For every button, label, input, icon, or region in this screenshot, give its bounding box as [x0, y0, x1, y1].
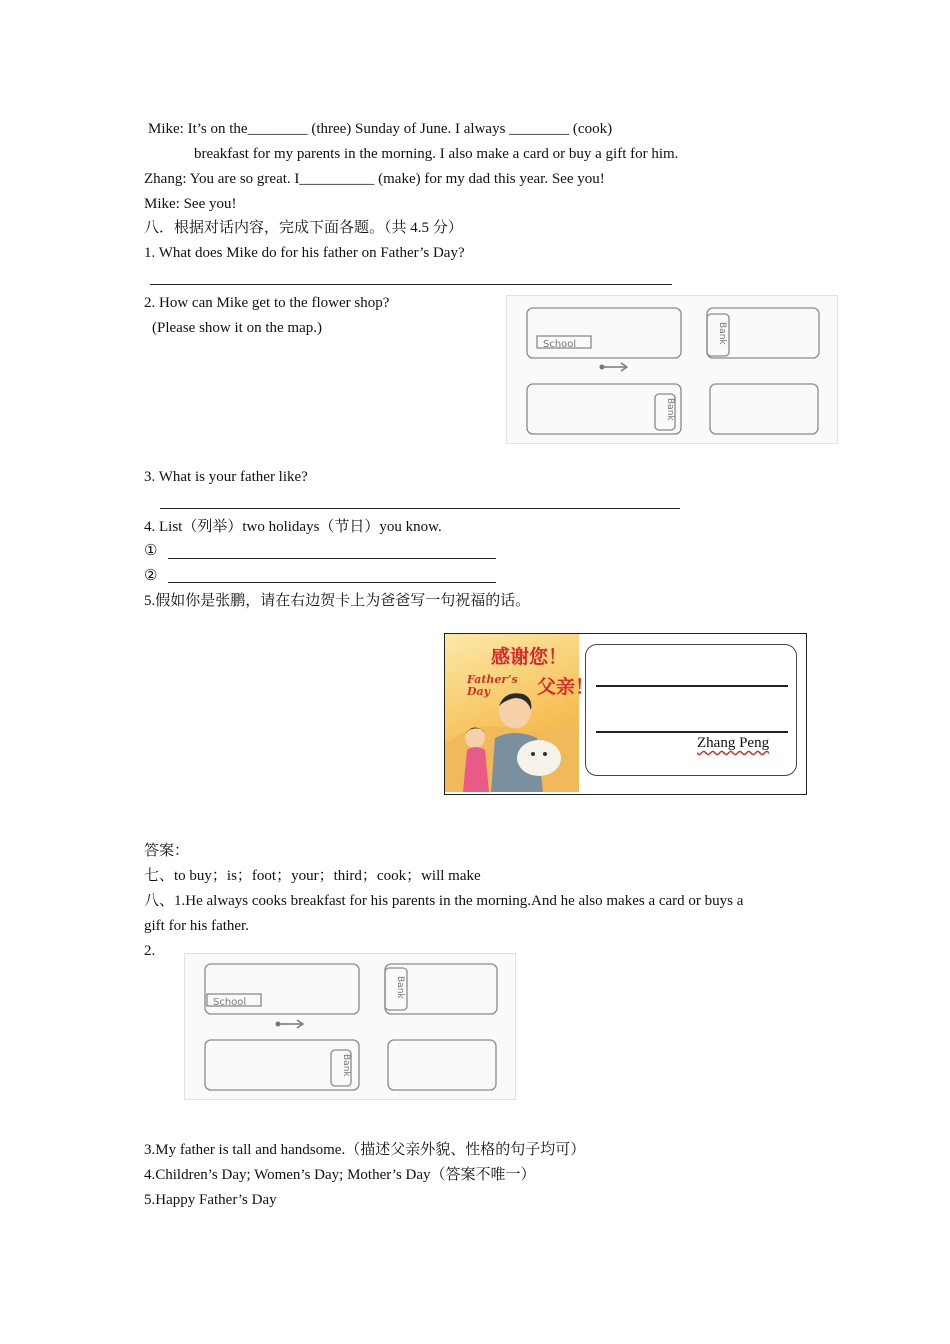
card-writing-area[interactable]	[585, 644, 797, 776]
street-map-question[interactable]	[506, 295, 838, 444]
answer-map-label-bank-top: Bank	[395, 976, 405, 999]
answer-8-2: 2.	[144, 943, 156, 959]
question-5: 5.假如你是张鹏，请在右边贺卡上为爸爸写一句祝福的话。	[144, 593, 531, 609]
street-map-answer-drawing	[185, 954, 515, 1099]
answer-map-label-school: School	[213, 997, 247, 1008]
answer-8-3: 3.My father is tall and handsome.（描述父亲外貌、性格的句子均可）	[144, 1142, 586, 1158]
card-illustration	[445, 634, 595, 792]
answers-heading: 答案：	[144, 843, 190, 859]
street-map-answer	[184, 953, 516, 1100]
card-title-cn-2: 父亲！	[537, 676, 595, 698]
answer-8-5: 5.Happy Father’s Day	[144, 1192, 277, 1208]
card-title-cn: 感谢您！	[491, 646, 568, 668]
answer-section-7: 七、to buy；is；foot；your；third；cook；will make	[144, 868, 481, 884]
question-1: 1. What does Mike do for his father on Father’s Day?	[144, 245, 465, 261]
answer-8-1-line-1: 八、1.He always cooks breakfast for his parents in the morning.And he also makes a card or buys a	[144, 893, 744, 909]
question-2-note: (Please show it on the map.)	[152, 320, 322, 336]
section-8-heading: 八．根据对话内容，完成下面各题。（共 4.5 分）	[144, 220, 463, 236]
answer-line-q4-1[interactable]	[168, 558, 496, 559]
answer-8-4: 4.Children’s Day; Women’s Day; Mother’s Day（答案不唯一）	[144, 1167, 536, 1183]
answer-8-1-line-2: gift for his father.	[144, 918, 249, 934]
question-4-mark-1: ①	[144, 543, 158, 559]
dialogue-mike-line-1: Mike: It’s on the________ (three) Sunday of June. I always ________ (cook)	[148, 121, 613, 137]
card-signature: Zhang Peng	[697, 735, 770, 751]
question-4-mark-2: ②	[144, 568, 158, 584]
map-label-school: School	[543, 339, 577, 350]
card-title-en-1: Father’s	[467, 673, 518, 686]
dialogue-mike-line-3: Mike: See you!	[144, 196, 237, 212]
father-daughter-illustration	[445, 634, 579, 792]
map-label-bank-bottom: Bank	[665, 398, 675, 421]
dialogue-mike-line-2: breakfast for my parents in the morning. I also make a card or buy a gift for him.	[194, 146, 679, 162]
answer-map-arrow	[276, 1020, 304, 1028]
card-line-2[interactable]	[596, 731, 788, 733]
greeting-card	[444, 633, 807, 795]
map-label-bank-top: Bank	[717, 322, 727, 345]
question-3: 3. What is your father like?	[144, 469, 308, 485]
street-map-drawing	[507, 296, 837, 443]
question-2: 2. How can Mike get to the flower shop?	[144, 295, 390, 311]
answer-line-q3[interactable]	[160, 508, 680, 509]
answer-line-q1[interactable]	[150, 284, 672, 285]
answer-line-q4-2[interactable]	[168, 582, 496, 583]
card-title-en-2: Day	[467, 685, 491, 698]
map-arrow	[600, 363, 628, 371]
question-4: 4. List（列举）two holidays（节日）you know.	[144, 519, 442, 535]
card-line-1[interactable]	[596, 685, 788, 687]
dialogue-zhang-line: Zhang: You are so great. I__________ (make) for my dad this year. See you!	[144, 171, 605, 187]
answer-map-label-bank-bottom: Bank	[341, 1054, 351, 1077]
